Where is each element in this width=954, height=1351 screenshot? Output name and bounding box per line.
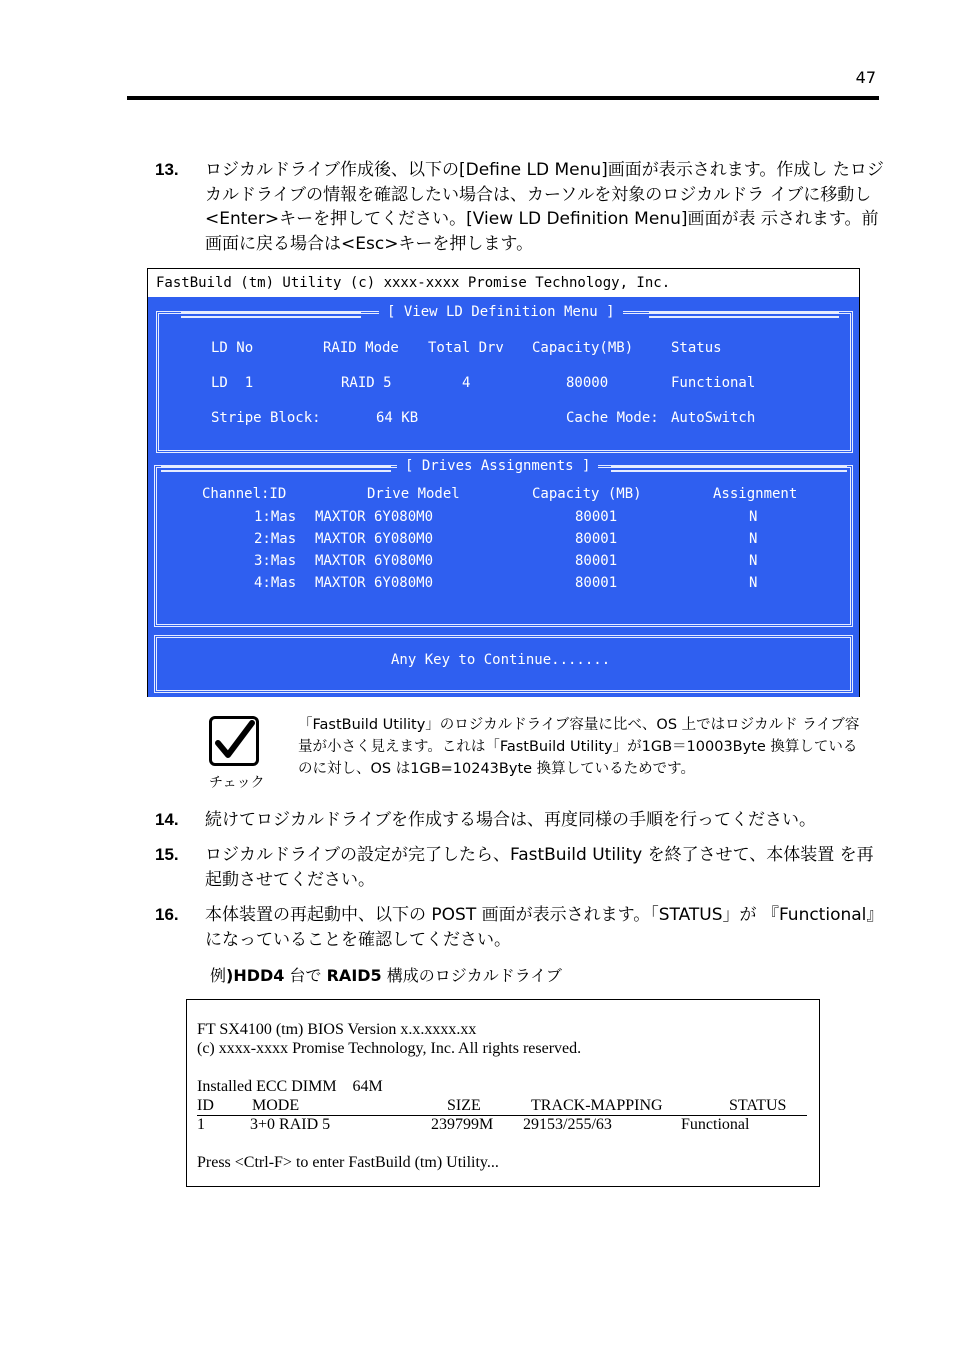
step-16 bbox=[155, 903, 885, 952]
drive-model: MAXTOR 6Y080M0 bbox=[315, 509, 434, 525]
check-label: チェック bbox=[209, 775, 265, 791]
ld-raid-mode: RAID 5 bbox=[341, 375, 392, 391]
post-screen bbox=[186, 999, 820, 1187]
post-size: 239799M bbox=[431, 1116, 494, 1133]
drive-capacity: 80001 bbox=[575, 553, 618, 569]
post-ecc-dimm: Installed ECC DIMM 64M bbox=[197, 1078, 383, 1095]
example-bold2: RAID5 bbox=[326, 966, 382, 985]
example-prefix: 例 bbox=[210, 966, 227, 985]
check-icon bbox=[209, 716, 259, 766]
cache-label: Cache Mode: bbox=[566, 410, 659, 426]
post-status: Functional bbox=[681, 1116, 750, 1133]
post-data-row bbox=[197, 1115, 807, 1134]
drive-row[interactable] bbox=[157, 531, 850, 553]
step-number: 13. bbox=[155, 160, 179, 179]
drive-header-capacity: Capacity (MB) bbox=[532, 486, 642, 502]
drive-id: 4:Mas bbox=[254, 575, 297, 591]
post-press-ctrl-f: Press <Ctrl-F> to enter FastBuild (tm) Utility... bbox=[197, 1154, 499, 1171]
header-rule bbox=[127, 96, 879, 100]
drive-id: 3:Mas bbox=[254, 553, 297, 569]
drive-assignment: N bbox=[749, 553, 758, 569]
ld-menu-title: [ View LD Definition Menu ] bbox=[379, 304, 623, 320]
drive-id: 1:Mas bbox=[254, 509, 297, 525]
step-text: 続けてロジカルドライブを作成する場合は、再度同様の手順を行ってください。 bbox=[205, 810, 816, 830]
drive-model: MAXTOR 6Y080M0 bbox=[315, 553, 434, 569]
title-rule-left bbox=[181, 312, 361, 318]
post-bios-version: FT SX4100 (tm) BIOS Version x.x.xxxx.xx bbox=[197, 1021, 477, 1038]
cache-value: AutoSwitch bbox=[671, 410, 756, 426]
bios-screen bbox=[147, 268, 860, 697]
page-number: 47 bbox=[855, 68, 876, 87]
title-rule-right bbox=[649, 312, 839, 318]
ld-header-capacity: Capacity(MB) bbox=[532, 340, 634, 356]
step-14 bbox=[155, 808, 885, 833]
step-number: 15. bbox=[155, 845, 179, 864]
drive-assignment: N bbox=[749, 531, 758, 547]
step-13 bbox=[155, 158, 885, 256]
drive-model: MAXTOR 6Y080M0 bbox=[315, 575, 434, 591]
post-id: 1 bbox=[197, 1116, 205, 1133]
step-number: 14. bbox=[155, 810, 179, 829]
bios-title: FastBuild (tm) Utility (c) xxxx-xxxx Promise Technology, Inc. bbox=[156, 275, 671, 291]
drive-row[interactable] bbox=[157, 575, 850, 597]
drive-capacity: 80001 bbox=[575, 509, 618, 525]
ld-header-status: Status bbox=[671, 340, 722, 356]
ld-no[interactable]: LD 1 bbox=[211, 375, 254, 391]
drives-title: [ Drives Assignments ] bbox=[397, 458, 598, 474]
ld-header-total: Total Drv bbox=[428, 340, 504, 356]
ld-capacity: 80000 bbox=[566, 375, 609, 391]
ld-header-no: LD No bbox=[211, 340, 254, 356]
drive-row[interactable] bbox=[157, 553, 850, 575]
ld-header-raid: RAID Mode bbox=[323, 340, 399, 356]
step-number: 16. bbox=[155, 905, 179, 924]
example-heading bbox=[210, 963, 562, 986]
stripe-value: 64 KB bbox=[376, 410, 419, 426]
post-header-row bbox=[197, 1096, 807, 1116]
post-header-status: STATUS bbox=[729, 1097, 787, 1114]
ld-status: Functional bbox=[671, 375, 756, 391]
post-mode: 3+0 RAID 5 bbox=[250, 1116, 331, 1133]
drive-capacity: 80001 bbox=[575, 531, 618, 547]
example-suffix: 構成のロジカルドライブ bbox=[381, 966, 562, 985]
drive-header-assignment: Assignment bbox=[713, 486, 798, 502]
note-text: 「FastBuild Utility」のロジカルドライブ容量に比べ、OS 上ではロジカルド ライブ容量が小さく見えます。これは「FastBuild Utility」が1GB＝10003Byte 換算しているのに対し、OS は1GB=10243Byte 換算しているためです。 bbox=[298, 717, 860, 777]
drive-assignment: N bbox=[749, 509, 758, 525]
step-text: 本体装置の再起動中、以下の POST 画面が表示されます。「STATUS」が 『Functional』になっていることを確認してください。 bbox=[205, 905, 884, 950]
title-rule-right bbox=[611, 466, 847, 472]
bios-body bbox=[148, 297, 859, 697]
drive-model: MAXTOR 6Y080M0 bbox=[315, 531, 434, 547]
drive-header-id: Channel:ID bbox=[202, 486, 287, 502]
ld-total-drv: 4 bbox=[462, 375, 471, 391]
title-rule-left bbox=[161, 466, 391, 472]
post-header-mode: MODE bbox=[252, 1097, 300, 1114]
step-15 bbox=[155, 843, 885, 892]
stripe-label: Stripe Block: bbox=[211, 410, 321, 426]
example-middle: 台で bbox=[284, 966, 327, 985]
drive-id: 2:Mas bbox=[254, 531, 297, 547]
post-header-size: SIZE bbox=[447, 1097, 481, 1114]
drives-panel bbox=[154, 458, 853, 627]
drive-header-model: Drive Model bbox=[367, 486, 460, 502]
any-key-prompt[interactable]: Any Key to Continue....... bbox=[391, 652, 611, 668]
drive-capacity: 80001 bbox=[575, 575, 618, 591]
post-header-track: TRACK-MAPPING bbox=[531, 1097, 663, 1114]
drive-assignment: N bbox=[749, 575, 758, 591]
drive-row[interactable] bbox=[157, 509, 850, 531]
step-text: ロジカルドライブ作成後、以下の[Define LD Menu]画面が表示されます。作成し たロジカルドライブの情報を確認したい場合は、カーソルを対象のロジカルドラ イブに移動し<Enter>キーを押してください。[View LD Definition Menu]画面が表 示されます。前画面に戻る場合は<Esc>キーを押します。 bbox=[205, 160, 884, 254]
example-bold: )HDD4 bbox=[226, 966, 285, 985]
step-text: ロジカルドライブの設定が完了したら、FastBuild Utility を終了させて、本体装置 を再起動させてください。 bbox=[205, 845, 874, 890]
continue-panel bbox=[154, 635, 853, 693]
post-header-id: ID bbox=[197, 1097, 214, 1114]
post-track: 29153/255/63 bbox=[523, 1116, 612, 1133]
post-copyright: (c) xxxx-xxxx Promise Technology, Inc. All rights reserved. bbox=[197, 1040, 582, 1057]
ld-definition-panel bbox=[156, 304, 853, 453]
